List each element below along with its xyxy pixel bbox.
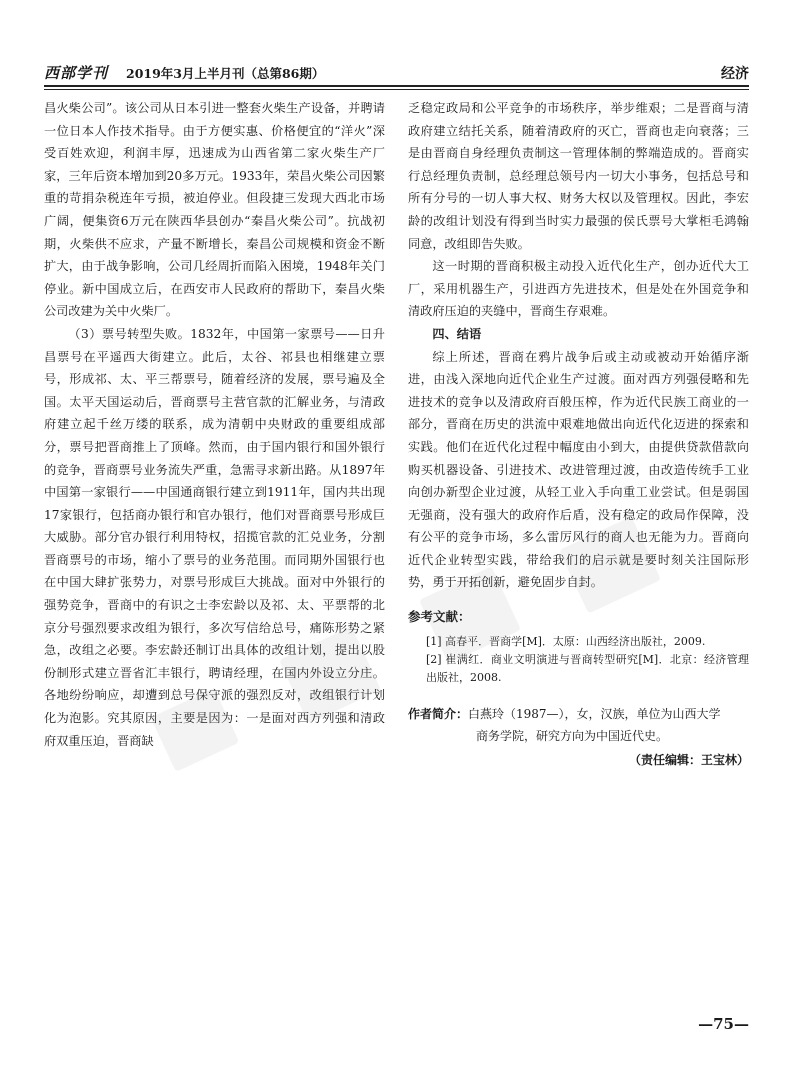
paragraph: 昌火柴公司”。该公司从日本引进一整套火柴生产设备，并聘请一位日本人作技术指导。由于方便实惠、价格便宜的“洋火”深受百姓欢迎，利润丰厚，迅速成为山西省第二家火柴生产厂家，三年后资本增加到20多万元。1933年，荣昌火柴公司因繁重的苛捐杂税连年亏损，被迫停业。但段捷三发现大西北市场广阔，便集资6万元在陕西华县创办“秦昌火柴公司”。抗战初期，火柴供不应求，产量不断增长，秦昌公司规模和资金不断扩大，由于战争影响，公司几经周折而陷入困境，1948年关门停业。新中国成立后，在西安市人民政府的帮助下，秦昌火柴公司改建为关中火柴厂。 bbox=[44, 101, 385, 319]
paragraph: 这一时期的晋商积极主动投入近代化生产，创办近代大工厂，采用机器生产，引进西方先进技术，但是处在外国竞争和清政府压迫的夹缝中，晋商生存艰难。 bbox=[408, 259, 749, 319]
responsible-editor: （责任编辑：王宝林） bbox=[628, 752, 749, 767]
paragraph: 综上所述，晋商在鸦片战争后或主动或被动开始循序渐进，由浅入深地向近代企业生产过渡。面对西方列强侵略和先进技术的竞争以及清政府百般压榨，作为近代民族工商业的一部分，晋商在历史的洪流中艰难地做出向近代化迈进的探索和实践。他们在近代化过程中幅度由小到大，由提供贷款借款向购买机器设备、引进技术、改进管理过渡，由改造传统手工业向创办新型企业过渡，从轻工业入手向重工业尝试。但是弱国无强商，没有强大的政府作后盾，没有稳定的政局作保障，没有公平的竞争市场，多么雷厉风行的商人也无能为力。晋商向近代企业转型实践，带给我们的启示就是要时刻关注国际形势，勇于开拓创新，避免固步自封。 bbox=[408, 349, 749, 590]
references-heading: 参考文献： bbox=[408, 609, 471, 625]
issue-info: 2019年3月上半月刊（总第86期） bbox=[126, 66, 325, 81]
author-bio bbox=[408, 703, 749, 747]
reference-item: [1] 高春平．晋商学[M]．太原：山西经济出版社，2009. bbox=[426, 634, 706, 648]
author-label: 作者简介： bbox=[408, 706, 469, 721]
page-number: —75— bbox=[698, 1015, 749, 1033]
reference-item: [2] 崔满红．商业文明演进与晋商转型研究[M]．北京：经济管理出版社，2008. bbox=[426, 652, 749, 684]
running-header bbox=[44, 60, 749, 82]
header-rule-thick bbox=[44, 85, 749, 87]
author-text: 白燕玲（1987—），女，汉族，单位为山西大学 bbox=[468, 706, 721, 721]
paragraph: 乏稳定政局和公平竞争的市场秩序，举步维艰；二是晋商与清政府建立结托关系，随着清政府的灭亡，晋商也走向衰落；三是由晋商自身经理负责制这一管理体制的弊端造成的。晋商实行总经理负责制，总经理总领号内一切大小事务，包括总号和所有分号的一切人事大权、财务大权以及管理权。因此，李宏龄的改组计划没有得到当时实力最强的侯氏票号大掌柜毛鸿翰同意，改组即告失败。 bbox=[408, 101, 749, 251]
header-rule-thin bbox=[44, 89, 749, 90]
section-heading: 四、结语 bbox=[432, 326, 482, 341]
author-text-cont: 商务学院，研究方向为中国近代史。 bbox=[476, 728, 669, 743]
section-label: 经济 bbox=[721, 66, 749, 82]
right-column bbox=[408, 97, 749, 771]
journal-name: 西部学刊 bbox=[44, 64, 109, 82]
left-column bbox=[44, 97, 385, 752]
paragraph: （3）票号转型失败。1832年，中国第一家票号——日升昌票号在平遥西大街建立。此后，太谷、祁县也相继建立票号，形成祁、太、平三帮票号，随着经济的发展，票号遍及全国。太平天国运动后，晋商票号主营官款的汇解业务，与清政府建立起千丝万缕的联系，成为清朝中央财政的重要组成部分，票号把晋商推上了顶峰。然而，由于国内银行和国外银行的竞争，晋商票号业务流失严重，急需寻求新出路。从1897年中国第一家银行——中国通商银行建立到1911年，国内共出现17家银行，包括商办银行和官办银行，他们对晋商票号形成巨大威胁。部分官办银行利用特权，招揽官款的汇兑业务，分割晋商票号的市场，缩小了票号的业务范围。而同期外国银行也在中国大肆扩张势力，对票号形成巨大挑战。面对中外银行的强势竞争，晋商中的有识之士李宏龄以及祁、太、平票帮的北京分号强烈要求改组为银行，多次写信给总号，痛陈形势之紧急，改组之必要。李宏龄还制订出具体的改组计划，提出以股份制形式建立晋省汇丰银行，聘请经理，在国内外设立分庄。各地纷纷响应，却遭到总号保守派的强烈反对，改组银行计划化为泡影。究其原因，主要是因为：一是面对西方列强和清政府双重压迫，晋商缺 bbox=[44, 326, 385, 748]
